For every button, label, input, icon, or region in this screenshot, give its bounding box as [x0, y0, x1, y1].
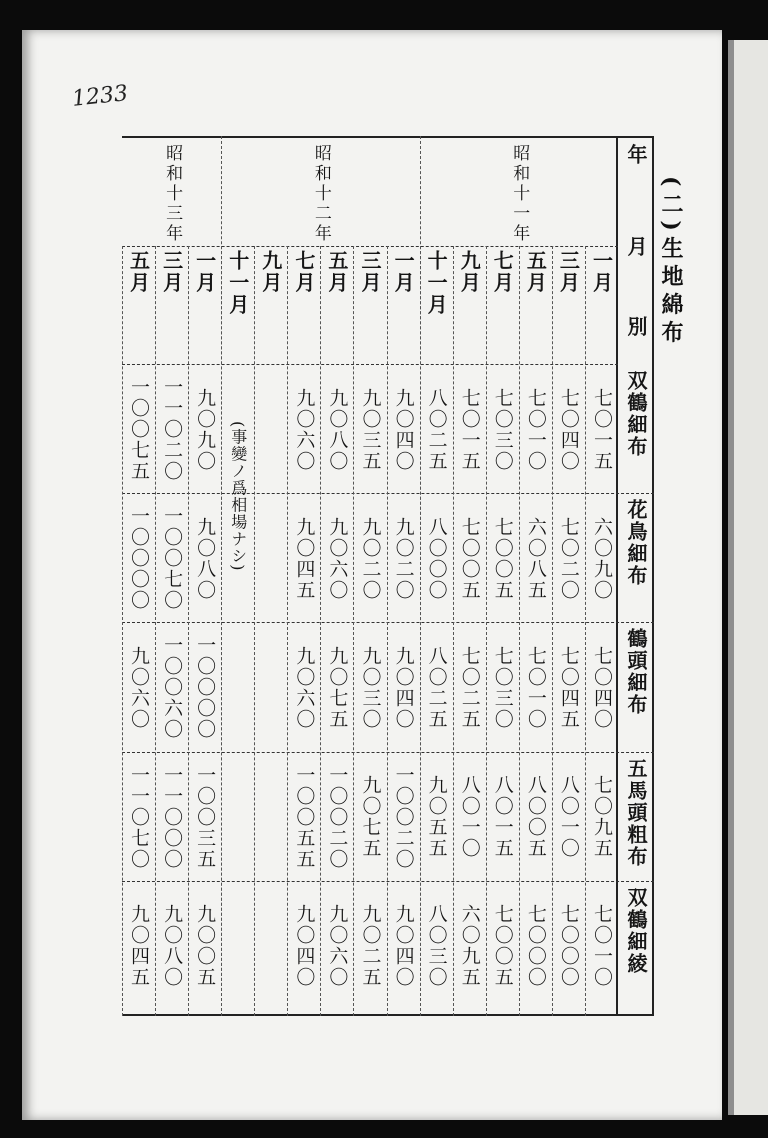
- month-label-6: 一月: [391, 250, 416, 294]
- table-top-rule: [122, 136, 654, 138]
- table-cell: 七〇〇〇: [524, 904, 547, 989]
- table-cell: 七〇一〇: [524, 645, 547, 730]
- table-cell: 一〇〇七〇: [161, 506, 184, 612]
- table-cell: 七〇〇五: [491, 904, 514, 989]
- header-col-4: 双鶴細綾: [624, 886, 648, 975]
- header-col-0: 双鶴細布: [624, 370, 648, 458]
- table-cell: 七〇一五: [458, 387, 481, 472]
- month-label-13: 三月: [159, 250, 184, 294]
- table-cell: 一一〇〇〇: [161, 764, 184, 870]
- table-cell: 九〇四〇: [392, 387, 415, 472]
- table-cell: 九〇三〇: [359, 645, 382, 730]
- table-cell: 一〇〇六〇: [161, 635, 184, 741]
- table-cell: 九〇二五: [359, 904, 382, 989]
- table-cell: 九〇四五: [293, 516, 316, 601]
- table-cell: 九〇五五: [425, 775, 448, 860]
- next-page-edge: [728, 40, 768, 1115]
- table-cell: 六〇九〇: [590, 516, 613, 601]
- month-label-12: 一月: [192, 250, 217, 294]
- table-cell: 一〇〇二〇: [326, 764, 349, 870]
- value-band-rule-1: [122, 493, 654, 494]
- table-cell: 一〇〇三五: [194, 764, 217, 870]
- table-cell: 八〇〇五: [524, 775, 547, 860]
- value-band-rule-2: [122, 622, 654, 623]
- section-title: (二)生地綿布: [658, 176, 684, 349]
- table-cell: 七〇三〇: [491, 387, 514, 472]
- table-cell: 九〇〇五: [194, 904, 217, 989]
- table-cell: 九〇七五: [326, 645, 349, 730]
- table-cell: 一〇〇〇〇: [194, 635, 217, 741]
- month-label-0: 一月: [589, 250, 614, 294]
- month-label-10: 九月: [258, 250, 283, 294]
- table-cell: 七〇一〇: [524, 387, 547, 472]
- table-cell: 一〇〇五五: [293, 764, 316, 870]
- no-quote-note: (事變ノ爲相場ナシ): [228, 420, 248, 572]
- price-table: [122, 136, 654, 1016]
- table-cell: 七〇二五: [458, 645, 481, 730]
- month-label-5: 十一月: [424, 250, 449, 316]
- table-cell: 七〇〇〇: [557, 904, 580, 989]
- table-cell: 一〇〇七五: [128, 377, 151, 483]
- table-cell: 九〇九〇: [194, 387, 217, 472]
- table-cell: 七〇一五: [590, 387, 613, 472]
- month-label-4: 九月: [457, 250, 482, 294]
- month-divider-11: [221, 246, 222, 1016]
- table-cell: 八〇二五: [425, 387, 448, 472]
- table-cell: 九〇四〇: [392, 904, 415, 989]
- table-cell: 一一〇二〇: [161, 377, 184, 483]
- table-cell: 八〇二五: [425, 645, 448, 730]
- table-cell: 七〇〇五: [458, 516, 481, 601]
- year-label-2: 昭和十三年: [162, 144, 183, 244]
- table-cell: 九〇六〇: [293, 645, 316, 730]
- month-label-14: 五月: [126, 250, 151, 294]
- table-cell: 七〇四〇: [590, 645, 613, 730]
- page-number-annotation: 1233: [70, 81, 130, 112]
- header-col-2: 鶴頭細布: [624, 628, 648, 717]
- month-label-11: 十一月: [225, 250, 250, 316]
- month-divider-10: [254, 246, 255, 1016]
- table-bottom-rule: [122, 1014, 654, 1016]
- month-label-7: 三月: [357, 250, 382, 294]
- table-cell: 九〇二〇: [392, 516, 415, 601]
- header-month-label: 月: [624, 236, 648, 258]
- table-cell: 七〇三〇: [491, 645, 514, 730]
- table-cell: 一一〇七〇: [128, 764, 151, 870]
- table-cell: 九〇六〇: [326, 516, 349, 601]
- month-label-3: 七月: [490, 250, 515, 294]
- month-label-9: 七月: [291, 250, 316, 294]
- month-label-2: 五月: [523, 250, 548, 294]
- month-band-rule: [122, 364, 618, 365]
- table-cell: 一〇〇二〇: [392, 764, 415, 870]
- year-label-1: 昭和十二年: [310, 144, 331, 244]
- header-col-1: 花鳥細布: [624, 499, 648, 588]
- table-cell: 九〇六〇: [128, 645, 151, 730]
- table-cell: 九〇四〇: [293, 904, 316, 989]
- table-cell: 七〇四〇: [557, 387, 580, 472]
- table-cell: 九〇七五: [359, 775, 382, 860]
- month-label-8: 五月: [324, 250, 349, 294]
- table-cell: 八〇三〇: [425, 904, 448, 989]
- table-cell: 七〇〇五: [491, 516, 514, 601]
- header-col-3: 五馬頭粗布: [624, 757, 648, 868]
- table-cell: 九〇四五: [128, 904, 151, 989]
- table-cell: 八〇〇〇: [425, 516, 448, 601]
- table-cell: 七〇一〇: [590, 904, 613, 989]
- table-cell: 八〇一五: [491, 775, 514, 860]
- table-cell: 六〇九五: [458, 904, 481, 989]
- table-cell: 一〇〇〇〇: [128, 506, 151, 612]
- table-cell: 九〇三五: [359, 387, 382, 472]
- table-cell: 九〇四〇: [392, 645, 415, 730]
- table-cell: 七〇二〇: [557, 516, 580, 601]
- table-cell: 六〇八五: [524, 516, 547, 601]
- value-band-rule-4: [122, 881, 654, 882]
- table-cell: 九〇八〇: [194, 516, 217, 601]
- value-band-rule-3: [122, 752, 654, 753]
- header-year-label: 年: [624, 144, 648, 166]
- year-label-0: 昭和十一年: [509, 144, 530, 244]
- table-cell: 九〇二〇: [359, 516, 382, 601]
- table-cell: 七〇九五: [590, 775, 613, 860]
- table-cell: 七〇四五: [557, 645, 580, 730]
- table-cell: 八〇一〇: [458, 775, 481, 860]
- table-cell: 九〇八〇: [326, 387, 349, 472]
- table-cell: 九〇八〇: [161, 904, 184, 989]
- month-label-1: 三月: [556, 250, 581, 294]
- header-betsu-label: 別: [624, 316, 648, 338]
- year-band-rule: [122, 246, 618, 247]
- table-cell: 八〇一〇: [557, 775, 580, 860]
- table-cell: 九〇六〇: [326, 904, 349, 989]
- table-cell: 九〇六〇: [293, 387, 316, 472]
